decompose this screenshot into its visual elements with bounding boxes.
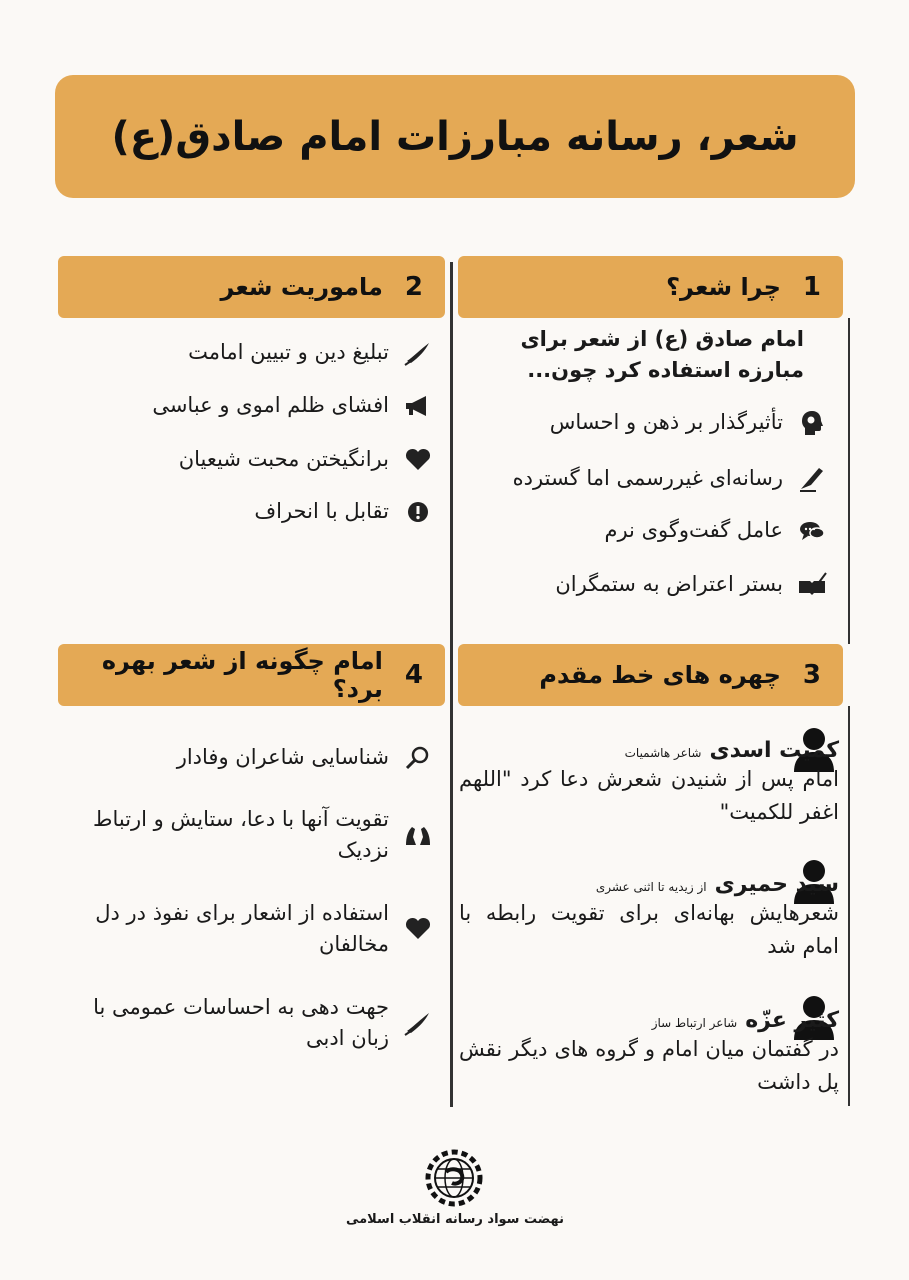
section-3-title: چهره های خط مقدم (539, 661, 781, 689)
megaphone-icon (403, 391, 433, 421)
s1-item-1-text: تأثیرگذار بر ذهن و احساس (549, 410, 783, 434)
heart-icon (403, 445, 433, 475)
section-3-number: 3 (802, 660, 821, 690)
s4-item-4-text: جهت دهی به احساسات عمومی با زبان ادبی (93, 995, 389, 1050)
s2-item-4-text: تقابل با انحراف (254, 499, 389, 523)
s1-item-1 (550, 407, 827, 438)
s4-item-3 (63, 898, 433, 960)
person-3-name: کثیر عزّه (745, 1008, 839, 1033)
person-1-desc: امام پس از شنیدن شعرش دعا کرد "اللهم اغفر للکمیت" (459, 767, 839, 824)
head-profile-icon (797, 408, 827, 438)
person-1-name: کمیت اسدی (709, 738, 839, 763)
section-3-header (458, 644, 843, 706)
section-2-title: ماموریت شعر (220, 273, 383, 301)
section-4-number: 4 (404, 660, 423, 690)
section-1-side-line (848, 318, 850, 644)
quill-icon (403, 1008, 433, 1038)
s2-item-2 (152, 390, 433, 421)
s2-item-1 (188, 337, 433, 368)
section-1-intro: امام صادق (ع) از شعر برای مبارزه استفاده کرد چون... (520, 327, 804, 382)
person-3 (459, 1008, 839, 1099)
center-divider (450, 262, 453, 1107)
section-3-side-line (848, 706, 850, 1106)
writing-hand-icon (797, 464, 827, 494)
person-1-role: شاعر هاشمیات (624, 746, 702, 760)
footer-org-name: نهضت سواد رسانه انقلاب اسلامی (345, 1212, 565, 1227)
s2-item-3 (179, 444, 433, 475)
s4-item-2-text: تقویت آنها با دعا، ستایش و ارتباط نزدیک (93, 807, 389, 862)
person-1 (459, 738, 839, 829)
title-banner (55, 75, 855, 198)
quill-icon (403, 338, 433, 368)
section-1-number: 1 (802, 272, 821, 302)
globe-gear-logo (424, 1148, 484, 1208)
section-4-title: امام چگونه از شعر بهره برد؟ (101, 647, 383, 703)
s4-item-1 (63, 742, 433, 773)
person-3-desc: در گفتمان میان امام و گروه های دیگر نقش پل داشت (459, 1037, 839, 1094)
section-2-header (58, 256, 445, 318)
s2-item-3-text: برانگیختن محبت شیعیان (178, 447, 389, 471)
s1-item-4 (555, 569, 827, 600)
book-quill-icon (797, 570, 827, 600)
s2-item-4 (254, 496, 433, 527)
s1-item-3-text: عامل گفت‌وگوی نرم (604, 518, 783, 542)
s4-item-3-text: استفاده از اشعار برای نفوذ در دل مخالفان (95, 901, 389, 956)
person-2 (459, 872, 839, 963)
section-1-title: چرا شعر؟ (666, 273, 781, 301)
s4-item-1-text: شناسایی شاعران وفادار (176, 745, 389, 769)
s2-item-1-text: تبلیغ دین و تبیین امامت (188, 340, 389, 364)
s2-item-2-text: افشای ظلم اموی و عباسی (152, 393, 389, 417)
s4-item-2 (63, 804, 433, 866)
s1-item-3 (604, 515, 827, 546)
praying-hands-icon (403, 820, 433, 850)
s1-item-4-text: بستر اعتراض به ستمگران (555, 572, 783, 596)
exclamation-icon (403, 497, 433, 527)
section-2-number: 2 (404, 272, 423, 302)
person-2-role: از زیدیه تا اثنی عشری (595, 880, 707, 894)
person-2-desc: شعرهایش بهانه‌ای برای تقویت رابطه با امام شد (459, 901, 839, 958)
section-1-header (458, 256, 843, 318)
heart-icon (403, 914, 433, 944)
page-title: شعر، رسانه مبارزات امام صادق(ع) (111, 113, 799, 160)
speech-bubble-icon (797, 516, 827, 546)
section-4-header (58, 644, 445, 706)
magnifier-icon (403, 743, 433, 773)
s1-item-2 (513, 463, 827, 494)
person-3-role: شاعر ارتباط ساز (651, 1016, 738, 1030)
s4-item-4 (63, 992, 433, 1054)
s1-item-2-text: رسانه‌ای غیررسمی اما گسترده (512, 466, 783, 490)
person-2-name: سید حمیری (714, 872, 839, 897)
